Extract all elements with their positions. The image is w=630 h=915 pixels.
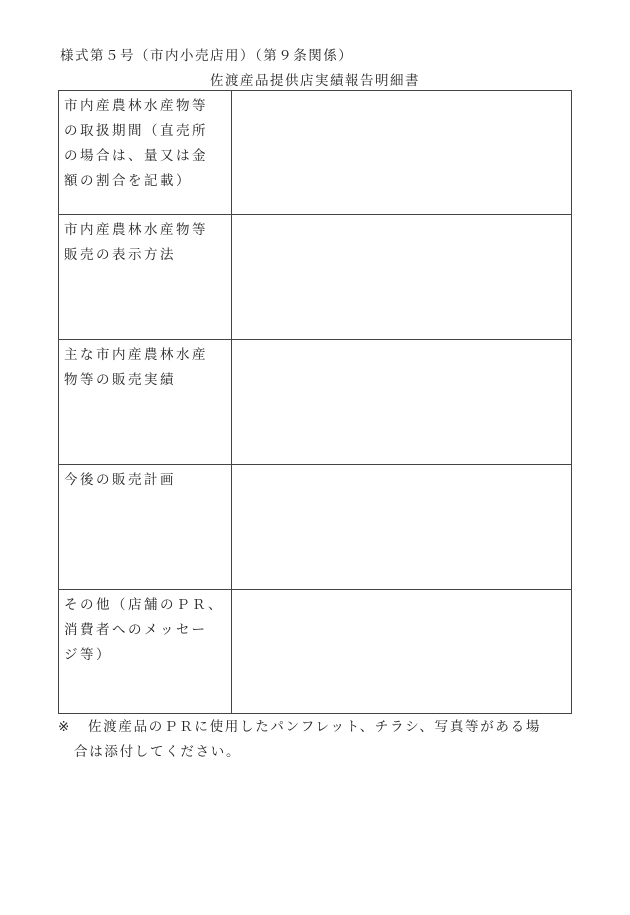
attachment-note: [58, 715, 578, 765]
row-label-handling-period: [59, 91, 232, 215]
row-label-text: 市内産農林水産物等 の取扱期間（直売所 の場合は、量又は金 額の割合を記載）: [64, 98, 208, 189]
row-label-text: 今後の販売計画: [64, 472, 176, 488]
table-row: [59, 340, 572, 465]
row-label-future-plan: [59, 465, 232, 590]
row-label-sales-results: [59, 340, 232, 465]
note-line-1: 佐渡産品のＰＲに使用したパンフレット、チラシ、写真等がある場: [88, 719, 542, 735]
row-value-sales-results[interactable]: [232, 340, 572, 465]
row-label-text: 市内産農林水産物等 販売の表示方法: [64, 222, 208, 263]
row-label-other: [59, 590, 232, 714]
document-title: 佐渡産品提供店実績報告明細書: [210, 73, 420, 89]
table-row: [59, 590, 572, 714]
form-number-label: 様式第５号（市内小売店用）（第９条関係）: [60, 48, 354, 64]
note-mark: ※: [58, 719, 72, 735]
row-label-text: 主な市内産農林水産 物等の販売実績: [64, 347, 208, 388]
row-value-other[interactable]: [232, 590, 572, 714]
row-label-text: その他（店舗のＰＲ、 消費者へのメッセー ジ等）: [64, 597, 224, 663]
row-label-display-method: [59, 215, 232, 340]
report-table: [58, 90, 572, 714]
table-row: [59, 91, 572, 215]
note-line-2: 合は添付してください。: [74, 744, 242, 760]
table-row: [59, 465, 572, 590]
row-value-display-method[interactable]: [232, 215, 572, 340]
row-value-handling-period[interactable]: [232, 91, 572, 215]
note-text: [74, 715, 578, 765]
table-row: [59, 215, 572, 340]
row-value-future-plan[interactable]: [232, 465, 572, 590]
